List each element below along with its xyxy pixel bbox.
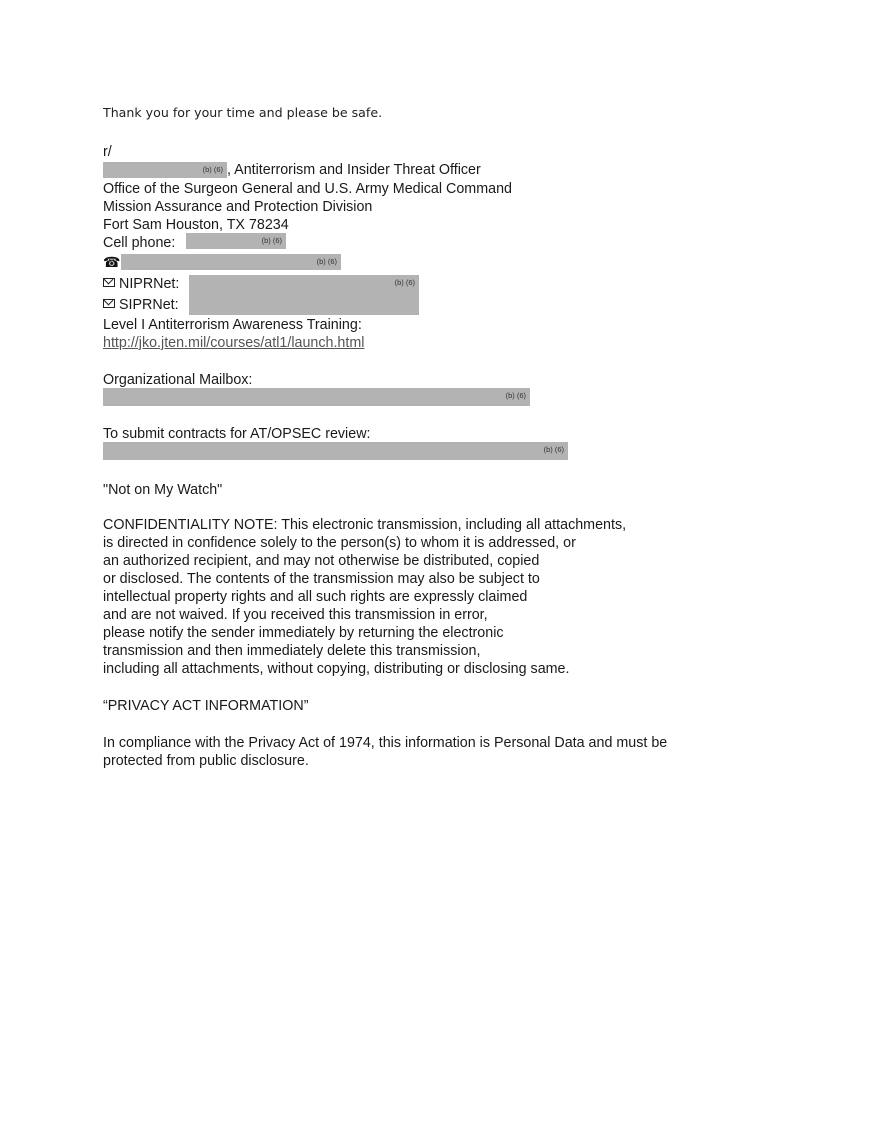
siprnet-row [103, 296, 179, 314]
motto: "Not on My Watch" [103, 482, 223, 498]
confidentiality-line: intellectual property rights and all such rights are expressly claimed [103, 589, 528, 605]
training-link[interactable]: http://jko.jten.mil/courses/atl1/launch.html [103, 335, 365, 351]
redaction-label: (b) (6) [543, 445, 564, 454]
confidentiality-line: an authorized recipient, and may not otherwise be distributed, copied [103, 553, 540, 569]
redaction-niprnet [189, 275, 419, 294]
envelope-icon [103, 278, 115, 287]
contracts-label: To submit contracts for AT/OPSEC review: [103, 426, 371, 442]
signature-division: Mission Assurance and Protection Division [103, 199, 373, 215]
redaction-cell-phone [186, 233, 286, 249]
redaction-office-phone [121, 254, 341, 270]
redaction-label: (b) (6) [394, 278, 415, 287]
confidentiality-line: including all attachments, without copying, distributing or disclosing same. [103, 661, 570, 677]
signature-title: , Antiterrorism and Insider Threat Officer [227, 162, 481, 178]
signature-office: Office of the Surgeon General and U.S. Army Medical Command [103, 181, 512, 197]
confidentiality-line: is directed in confidence solely to the person(s) to whom it is addressed, or [103, 535, 576, 551]
privacy-line: protected from public disclosure. [103, 753, 309, 769]
privacy-line: In compliance with the Privacy Act of 1974, this information is Personal Data and must be [103, 735, 668, 751]
redaction-label: (b) (6) [316, 257, 337, 266]
office-phone-row [103, 253, 120, 272]
siprnet-label: SIPRNet: [119, 297, 179, 313]
niprnet-row [103, 275, 179, 293]
redaction-siprnet [189, 294, 419, 315]
redaction-contracts [103, 442, 568, 460]
confidentiality-line: or disclosed. The contents of the transmission may also be subject to [103, 571, 540, 587]
redaction-label: (b) (6) [505, 391, 526, 400]
telephone-icon: ☎ [103, 254, 121, 270]
signoff: r/ [103, 144, 112, 160]
envelope-icon [103, 299, 115, 308]
closing-line: Thank you for your time and please be safe. [103, 105, 383, 120]
niprnet-label: NIPRNet: [119, 276, 180, 292]
signature-address: Fort Sam Houston, TX 78234 [103, 217, 289, 233]
privacy-heading: “PRIVACY ACT INFORMATION” [103, 698, 309, 714]
redaction-org-mailbox [103, 388, 530, 406]
cell-phone-label: Cell phone: [103, 235, 176, 251]
confidentiality-line: and are not waived. If you received this transmission in error, [103, 607, 488, 623]
confidentiality-line: please notify the sender immediately by returning the electronic [103, 625, 504, 641]
org-mailbox-label: Organizational Mailbox: [103, 372, 253, 388]
confidentiality-line: CONFIDENTIALITY NOTE: This electronic transmission, including all attachments, [103, 517, 627, 533]
redaction-label: (b) (6) [202, 165, 223, 174]
redaction-label: (b) (6) [261, 236, 282, 245]
confidentiality-line: transmission and then immediately delete this transmission, [103, 643, 481, 659]
redaction-name [103, 162, 227, 178]
training-label: Level I Antiterrorism Awareness Training: [103, 317, 362, 333]
